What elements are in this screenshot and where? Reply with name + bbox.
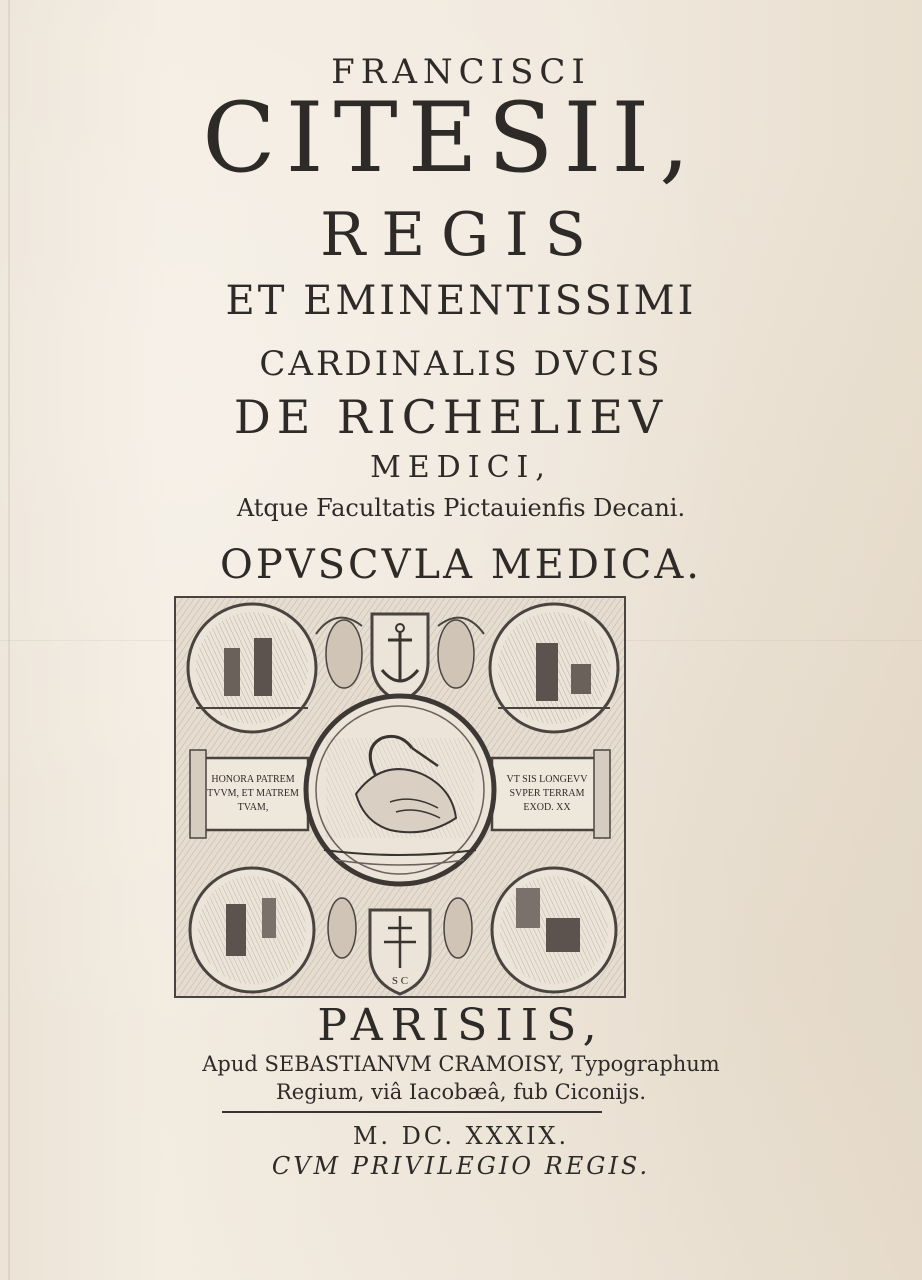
title-regis: REGIS [320,200,602,270]
anchor-shield [372,614,428,702]
imprint-place: PARISIIS, [317,1000,605,1051]
inscription-right-2: SVPER TERRAM [509,788,585,799]
cherub-right [438,620,474,688]
medallion-bottom-right [492,868,616,992]
title-richelieu: DE RICHELIEV [233,390,669,444]
inscription-left-1: HONORA PATREM [211,774,295,785]
title-medici: MEDICI, [370,450,552,485]
vignette-drawing [176,598,624,996]
cherub-bottom-right [444,898,472,958]
work-title: OPVSCVLA MEDICA. [220,542,702,588]
engraved-vignette [174,596,626,998]
medallion-bottom-left [190,868,314,992]
inscription-right-1: VT SIS LONGEVV [506,774,588,785]
author-forename: FRANCISCI [331,52,591,92]
title-eminentissimi: ET EMINENTISSIMI [225,278,697,324]
inscription-left-3: TVAM, [237,802,269,813]
cherub-left [326,620,362,688]
title-cardinalis: CARDINALIS DVCIS [259,344,663,384]
author-surname: CITESII, [202,82,700,194]
imprint-publisher-1: Apud SEBASTIANVM CRAMOISY, Typographum [202,1052,720,1076]
inscription-left-2: TVVM, ET MATREM [207,788,299,799]
imprint-privilege: CVM PRIVILEGIO REGIS. [271,1152,651,1180]
medallion-top-right [490,604,618,732]
title-decani: Atque Facultatis Pictauienfis Decani. [236,494,686,522]
medallion-top-left [188,604,316,732]
imprint-rule [222,1111,602,1113]
shield-monogram: S C [391,975,409,987]
cherub-bottom-left [328,898,356,958]
inscription-right-3: EXOD. XX [523,802,571,813]
imprint-publisher-2: Regium, viâ Iacobæâ, fub Ciconijs. [275,1080,647,1104]
central-medallion [306,696,494,884]
imprint-year: M. DC. XXXIX. [352,1122,570,1150]
